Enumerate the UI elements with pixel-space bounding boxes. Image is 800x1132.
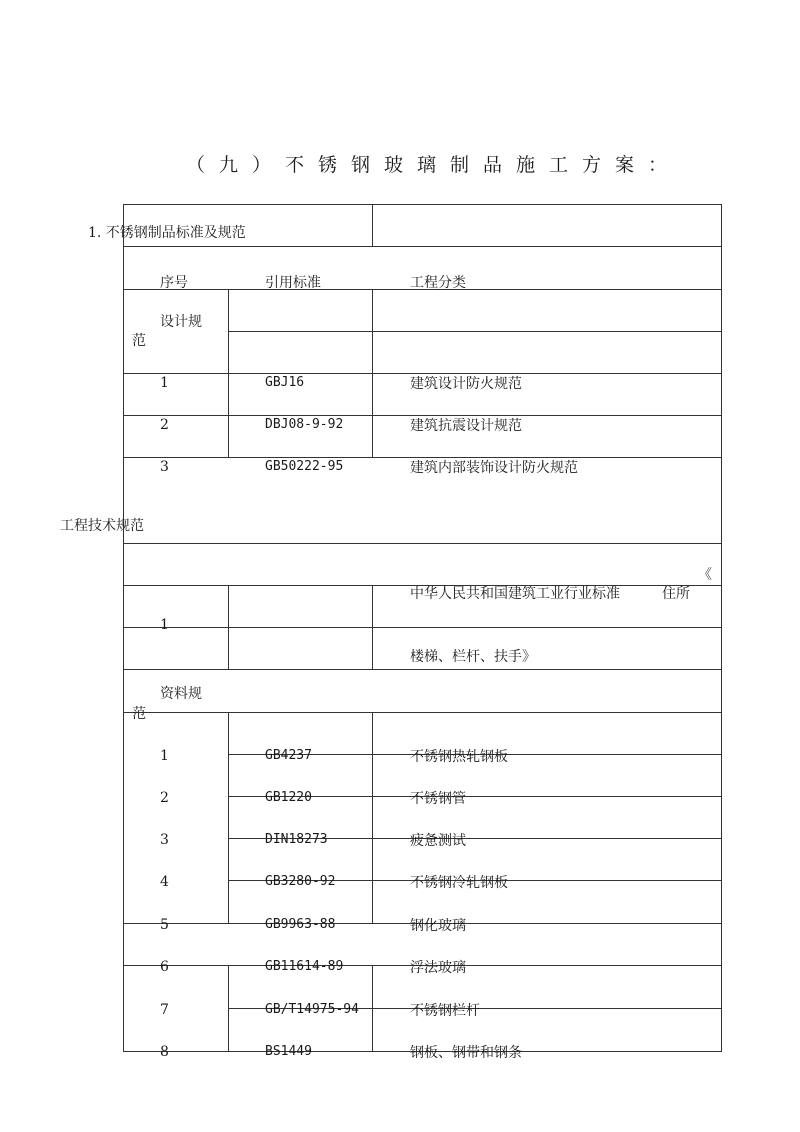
design-row-name: 建筑设计防火规范 <box>410 376 522 392</box>
material-row-std: DIN18273 <box>265 832 328 847</box>
material-row-name: 疲惫测试 <box>410 833 466 849</box>
design-row-std: GBJ16 <box>265 375 305 390</box>
material-row-no: 8 <box>160 1044 169 1060</box>
design-label-a: 设计规 <box>160 314 202 330</box>
material-row-name: 不锈钢冷轧钢板 <box>410 875 508 891</box>
material-row-no: 7 <box>160 1002 169 1018</box>
design-row-std: GB50222-95 <box>265 459 344 474</box>
design-row-no: 1 <box>160 375 169 391</box>
material-row-name: 浮法玻璃 <box>410 960 466 976</box>
design-row-no: 2 <box>160 417 169 433</box>
material-row-std: GB4237 <box>265 748 312 763</box>
design-row-no: 3 <box>160 459 169 475</box>
material-label-b: 范 <box>132 706 146 722</box>
material-row-name: 不锈钢热轧钢板 <box>410 749 508 765</box>
material-row-std: BS1449 <box>265 1044 312 1059</box>
section-heading: 1. 不锈钢制品标准及规范 <box>88 225 246 241</box>
material-row-std: GB11614-89 <box>265 959 344 974</box>
material-row-no: 2 <box>160 790 169 806</box>
material-row-no: 4 <box>160 874 169 890</box>
header-std: 引用标准 <box>265 275 321 291</box>
material-row-no: 3 <box>160 832 169 848</box>
header-seq: 序号 <box>160 275 188 291</box>
material-row-name: 不锈钢栏杆 <box>410 1003 480 1019</box>
material-row-name: 不锈钢管 <box>410 791 466 807</box>
material-row-name: 钢板、钢带和钢条 <box>410 1045 522 1061</box>
material-row-no: 5 <box>160 917 169 933</box>
design-row-std: DBJ08-9-92 <box>265 417 344 432</box>
material-row-name: 钢化玻璃 <box>410 918 466 934</box>
material-row-std: GB9963-88 <box>265 917 336 932</box>
material-label-a: 资料规 <box>160 686 202 702</box>
tech-bracket: 《 <box>698 567 712 583</box>
header-cat: 工程分类 <box>410 275 466 291</box>
page-title: （九）不锈钢玻璃制品施工方案： <box>186 154 682 176</box>
design-row-name: 建筑抗震设计规范 <box>410 418 522 434</box>
design-row-name: 建筑内部装饰设计防火规范 <box>410 460 578 476</box>
design-label-b: 范 <box>132 333 146 349</box>
material-row-std: GB1220 <box>265 790 312 805</box>
tech-name-line2: 楼梯、栏杆、扶手》 <box>410 649 536 665</box>
tech-name-line1: 中华人民共和国建筑工业行业标准 <box>410 586 620 602</box>
material-row-std: GB/T14975-94 <box>265 1002 359 1017</box>
tech-row-no: 1 <box>160 617 169 633</box>
material-row-no: 6 <box>160 959 169 975</box>
tech-label: 工程技术规范 <box>60 518 144 534</box>
material-row-std: GB3280-92 <box>265 874 336 889</box>
tech-name-line1b: 住所 <box>662 586 690 602</box>
material-row-no: 1 <box>160 748 169 764</box>
